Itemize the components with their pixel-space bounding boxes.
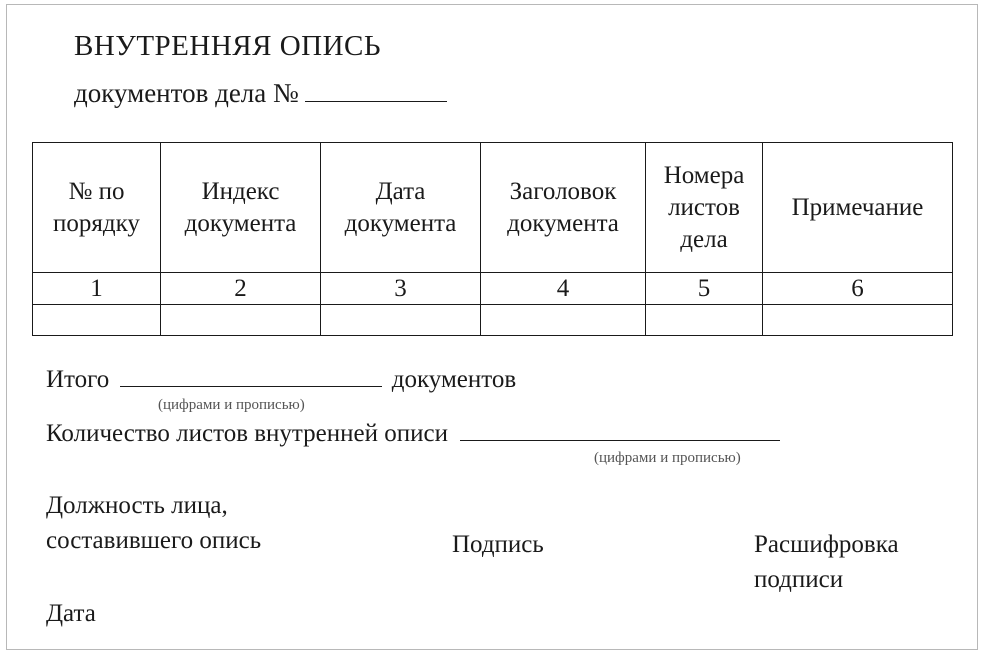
table-numbering-row [33, 273, 953, 305]
column-number: 6 [763, 273, 953, 305]
sheets-label: Количество листов внутренней описи [46, 420, 448, 447]
total-field[interactable] [120, 366, 382, 387]
document-subtitle [74, 78, 447, 109]
subtitle-text: документов дела № [74, 78, 299, 108]
column-number: 2 [161, 273, 321, 305]
table-row [33, 305, 953, 336]
column-number: 3 [321, 273, 481, 305]
documents-label: документов [391, 366, 517, 393]
header-sheet-numbers: Номера листов дела [646, 143, 763, 273]
case-number-field[interactable] [305, 79, 447, 102]
inventory-table [32, 142, 953, 336]
date-label: Дата [46, 600, 96, 627]
header-document-title: Заголовок документа [481, 143, 646, 273]
total-hint: (цифрами и прописью) [158, 397, 305, 413]
table-cell[interactable] [481, 305, 646, 336]
total-row [46, 366, 516, 394]
table-cell[interactable] [33, 305, 161, 336]
document-title: ВНУТРЕННЯЯ ОПИСЬ [74, 30, 382, 62]
table-cell[interactable] [161, 305, 321, 336]
position-label: Должность лица, составившего опись [46, 492, 262, 554]
table-cell[interactable] [763, 305, 953, 336]
table-cell[interactable] [321, 305, 481, 336]
header-document-date: Дата документа [321, 143, 481, 273]
column-number: 4 [481, 273, 646, 305]
column-number: 1 [33, 273, 161, 305]
header-order-number: № по порядку [33, 143, 161, 273]
header-note: Примечание [763, 143, 953, 273]
signature-label: Подпись [452, 531, 544, 558]
sheets-hint: (цифрами и прописью) [594, 450, 741, 466]
sheets-field[interactable] [460, 420, 780, 441]
total-label: Итого [46, 366, 110, 393]
signature-decode-label: Расшифровка подписи [754, 531, 899, 593]
table-cell[interactable] [646, 305, 763, 336]
column-number: 5 [646, 273, 763, 305]
sheets-row [46, 420, 780, 448]
table-header-row [33, 143, 953, 273]
header-document-index: Индекс документа [161, 143, 321, 273]
